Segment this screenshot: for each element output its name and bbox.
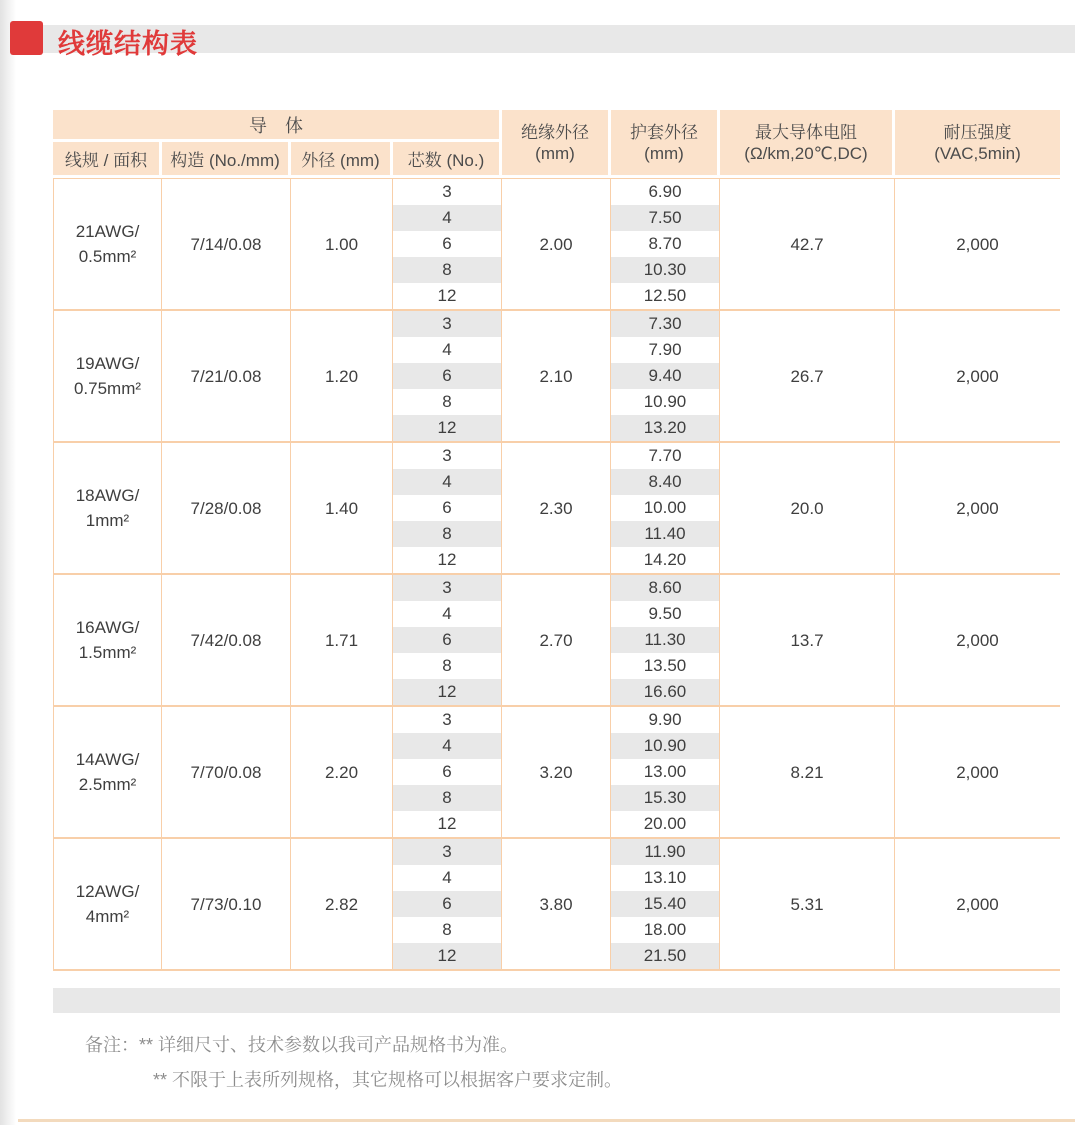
cell-outer-diameter: 1.71 [291,575,393,705]
cell-max-resistance: 13.7 [720,575,895,705]
gauge-line-1: 16AWG/ [75,618,140,637]
cell-core-count: 6 [393,231,502,257]
cell-outer-diameter: 1.20 [291,311,393,441]
cell-gauge-area [54,839,162,969]
header-max-resistance-label: 最大导体电阻 [755,122,857,142]
title-marker-icon [10,21,43,55]
cell-core-count: 3 [393,443,502,469]
cell-insulation-od: 2.70 [502,575,611,705]
cable-structure-table [53,110,1060,971]
cell-gauge-area [54,443,162,573]
cell-jacket-od: 11.90 [611,839,720,865]
header-withstand-voltage-unit: (VAC,5min) [934,143,1021,163]
cell-construction: 7/21/0.08 [162,311,291,441]
cell-jacket-od: 7.90 [611,337,720,363]
cell-max-resistance: 20.0 [720,443,895,573]
cell-core-count: 8 [393,785,502,811]
gauge-line-1: 12AWG/ [75,882,140,901]
header-insulation-od [502,110,611,175]
cell-core-count: 12 [393,547,502,573]
table-group [54,705,1059,837]
cell-core-count: 6 [393,363,502,389]
cell-core-count: 3 [393,575,502,601]
gauge-line-1: 18AWG/ [75,486,140,505]
table-group [54,441,1059,573]
cell-outer-diameter: 1.40 [291,443,393,573]
header-jacket-od-label: 护套外径 [630,122,698,142]
cell-jacket-od: 11.40 [611,521,720,547]
cell-jacket-od: 15.30 [611,785,720,811]
page-title: 线缆结构表 [58,29,198,59]
header-jacket-od-unit: (mm) [644,143,684,163]
header-core-count: 芯数 (No.) [393,142,502,175]
header-withstand-voltage [895,110,1060,175]
cell-withstand-voltage: 2,000 [895,839,1060,969]
cell-gauge-area [54,707,162,837]
cell-jacket-od: 10.90 [611,733,720,759]
gauge-line-2: 2.5mm² [78,775,137,794]
page-edge-shade [0,0,16,1125]
cell-core-count: 4 [393,733,502,759]
cell-jacket-od: 14.20 [611,547,720,573]
cell-jacket-od: 7.70 [611,443,720,469]
header-outer-diameter: 外径 (mm) [291,142,393,175]
cell-core-count: 3 [393,179,502,205]
cell-jacket-od: 15.40 [611,891,720,917]
cell-withstand-voltage: 2,000 [895,707,1060,837]
cell-core-count: 12 [393,679,502,705]
cell-core-count: 8 [393,521,502,547]
table-group [54,309,1059,441]
cell-insulation-od: 2.30 [502,443,611,573]
cell-jacket-od: 7.50 [611,205,720,231]
cell-outer-diameter: 1.00 [291,179,393,309]
cell-jacket-od: 21.50 [611,943,720,969]
cell-core-count: 3 [393,311,502,337]
cell-insulation-od: 2.10 [502,311,611,441]
note-line-2: ** 不限于上表所列规格，其它规格可以根据客户要求定制。 [153,1070,623,1090]
header-construction: 构造 (No./mm) [162,142,291,175]
header-insulation-od-label: 绝缘外径 [521,122,589,142]
cell-jacket-od: 8.60 [611,575,720,601]
note-line-1 [85,1028,622,1063]
cell-jacket-od: 9.50 [611,601,720,627]
cell-jacket-od: 9.90 [611,707,720,733]
cell-core-count: 4 [393,601,502,627]
cell-core-count: 4 [393,469,502,495]
gauge-line-2: 1.5mm² [78,643,137,662]
cell-max-resistance: 8.21 [720,707,895,837]
cell-outer-diameter: 2.20 [291,707,393,837]
cell-withstand-voltage: 2,000 [895,311,1060,441]
cell-jacket-od: 8.40 [611,469,720,495]
notes-block [85,1028,622,1098]
cell-construction: 7/28/0.08 [162,443,291,573]
cell-core-count: 12 [393,283,502,309]
cell-gauge-area [54,575,162,705]
cell-construction: 7/70/0.08 [162,707,291,837]
cell-max-resistance: 5.31 [720,839,895,969]
cell-construction: 7/14/0.08 [162,179,291,309]
cell-max-resistance: 42.7 [720,179,895,309]
cell-core-count: 12 [393,811,502,837]
cell-construction: 7/73/0.10 [162,839,291,969]
cell-max-resistance: 26.7 [720,311,895,441]
cell-jacket-od: 9.40 [611,363,720,389]
cell-gauge-area [54,311,162,441]
cell-withstand-voltage: 2,000 [895,575,1060,705]
cell-withstand-voltage: 2,000 [895,179,1060,309]
footer-rule [18,1119,1075,1122]
cell-core-count: 8 [393,389,502,415]
cell-jacket-od: 10.30 [611,257,720,283]
gauge-line-1: 14AWG/ [75,750,140,769]
cell-jacket-od: 10.00 [611,495,720,521]
cell-jacket-od: 11.30 [611,627,720,653]
cell-core-count: 4 [393,865,502,891]
cell-construction: 7/42/0.08 [162,575,291,705]
cell-jacket-od: 13.00 [611,759,720,785]
cell-core-count: 3 [393,839,502,865]
table-group [54,837,1059,969]
table-group [54,179,1059,309]
cell-core-count: 12 [393,415,502,441]
cell-insulation-od: 2.00 [502,179,611,309]
cell-insulation-od: 3.80 [502,839,611,969]
header-withstand-voltage-label: 耐压强度 [943,122,1012,142]
gauge-line-1: 19AWG/ [75,354,140,373]
gauge-line-2: 0.75mm² [73,379,142,398]
gauge-line-2: 1mm² [85,511,130,530]
header-conductor-group: 导 体 [53,110,502,142]
cell-jacket-od: 20.00 [611,811,720,837]
cell-core-count: 6 [393,891,502,917]
cell-gauge-area [54,179,162,309]
header-jacket-od [611,110,720,175]
cell-core-count: 8 [393,257,502,283]
cell-outer-diameter: 2.82 [291,839,393,969]
cell-jacket-od: 18.00 [611,917,720,943]
cell-jacket-od: 8.70 [611,231,720,257]
cell-core-count: 12 [393,943,502,969]
header-insulation-od-unit: (mm) [535,143,575,163]
cell-jacket-od: 7.30 [611,311,720,337]
cell-core-count: 4 [393,337,502,363]
cell-core-count: 6 [393,627,502,653]
cell-core-count: 4 [393,205,502,231]
cell-core-count: 8 [393,917,502,943]
table-header [53,110,1060,175]
cell-core-count: 6 [393,495,502,521]
divider-bar [53,988,1060,1013]
header-gauge-area: 线规 / 面积 [53,142,162,175]
table-group [54,573,1059,705]
cell-jacket-od: 13.10 [611,865,720,891]
cell-jacket-od: 12.50 [611,283,720,309]
cell-jacket-od: 13.20 [611,415,720,441]
cell-insulation-od: 3.20 [502,707,611,837]
cell-withstand-voltage: 2,000 [895,443,1060,573]
cell-core-count: 3 [393,707,502,733]
gauge-line-1: 21AWG/ [75,222,140,241]
note-prefix: 备注： [85,1035,139,1055]
cell-core-count: 8 [393,653,502,679]
header-max-resistance-unit: (Ω/km,20℃,DC) [744,143,868,163]
cell-core-count: 6 [393,759,502,785]
note-1-text: ** 详细尺寸、技术参数以我司产品规格书为准。 [139,1035,519,1055]
header-max-resistance [720,110,895,175]
cell-jacket-od: 13.50 [611,653,720,679]
cell-jacket-od: 6.90 [611,179,720,205]
cell-jacket-od: 10.90 [611,389,720,415]
table-body [53,178,1060,971]
cell-jacket-od: 16.60 [611,679,720,705]
gauge-line-2: 4mm² [85,907,130,926]
gauge-line-2: 0.5mm² [78,247,137,266]
